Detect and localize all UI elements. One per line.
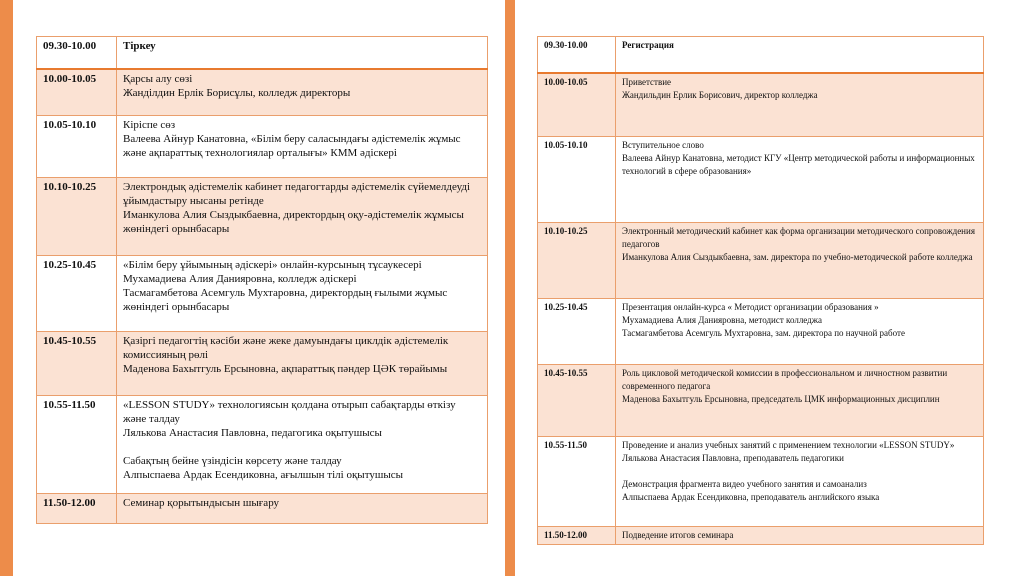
table-row <box>37 69 488 116</box>
time-cell: 09.30-10.00 <box>538 37 616 73</box>
table-row <box>37 256 488 332</box>
time-cell: 10.00-10.05 <box>37 69 117 116</box>
time-cell: 10.05-10.10 <box>37 116 117 178</box>
agenda-cell: Кіріспе сөз Валеева Айнур Канатовна, «Білім беру саласындағы әдістемелік жұмыс және ақпараттық технологиялар орталығы» КММ әдіскері <box>117 116 488 178</box>
table-row <box>37 37 488 69</box>
table-row <box>538 299 984 365</box>
table-row <box>538 437 984 527</box>
agenda-cell: Приветствие Жандильдин Ерлик Борисович, директор колледжа <box>616 73 984 137</box>
table-row <box>538 73 984 137</box>
agenda-cell: Семинар қорытындысын шығару <box>117 494 488 524</box>
agenda-cell: Проведение и анализ учебных занятий с применением технологии «LESSON STUDY» Лялькова Анастасия Павловна, преподаватель педагогики Демонстрация фрагмента видео учебного занятия и самоанализ Алпыспаева Ардак Есендиковна, преподаватель английского языка <box>616 437 984 527</box>
table-row <box>538 527 984 545</box>
table-row <box>37 396 488 494</box>
agenda-cell: «Білім беру ұйымының әдіскері» онлайн-курсының тұсаукесері Мухамадиева Алия Данияровна, колледж әдіскері Тасмагамбетова Асемгуль Мухтаровна, директордың ғылыми жұмыс жөніндегі орынбасары <box>117 256 488 332</box>
left-accent-bar <box>0 0 13 576</box>
time-cell: 10.55-11.50 <box>538 437 616 527</box>
agenda-cell: Регистрация <box>616 37 984 73</box>
agenda-cell: Қазіргі педагогтің кәсіби және жеке дамуындағы циклдік әдістемелік комиссияның рөлі Маденова Бахытгуль Ерсыновна, ақпараттық пәндер ЦӘК төрайымы <box>117 332 488 396</box>
time-cell: 10.45-10.55 <box>37 332 117 396</box>
agenda-cell: Электронный методический кабинет как форма организации методического сопровождения педагогов Иманкулова Алия Сыздыкбаевна, зам. директора по учебно-методической работе колледжа <box>616 223 984 299</box>
schedule-table-kazakh <box>36 36 488 524</box>
table-row <box>37 332 488 396</box>
agenda-cell: Тіркеу <box>117 37 488 69</box>
time-cell: 11.50-12.00 <box>538 527 616 545</box>
agenda-cell: Электрондық әдістемелік кабинет педагогтарды әдістемелік сүйемелдеуді ұйымдастыру нысаны ретінде Иманкулова Алия Сыздыкбаевна, директордың оқу-әдістемелік жұмысы жөніндегі орынбасары <box>117 178 488 256</box>
center-accent-bar <box>505 0 515 576</box>
table-row <box>538 223 984 299</box>
time-cell: 10.55-11.50 <box>37 396 117 494</box>
time-cell: 11.50-12.00 <box>37 494 117 524</box>
agenda-cell: Вступительное слово Валеева Айнур Канатовна, методист КГУ «Центр методической работы и информационных технологий в сфере образования» <box>616 137 984 223</box>
table-row <box>37 116 488 178</box>
table-row <box>538 137 984 223</box>
time-cell: 10.25-10.45 <box>37 256 117 332</box>
time-cell: 10.10-10.25 <box>538 223 616 299</box>
schedule-table-russian <box>537 36 984 545</box>
table-row <box>37 494 488 524</box>
time-cell: 09.30-10.00 <box>37 37 117 69</box>
table-row <box>538 37 984 73</box>
table-row <box>37 178 488 256</box>
agenda-cell: «LESSON STUDY» технологиясын қолдана отырып сабақтарды өткізу және талдау Лялькова Анастасия Павловна, педагогика оқытушысы Сабақтың бейне үзіндісін көрсету және талдау Алпыспаева Ардак Есендиковна, ағылшын тілі оқытушысы <box>117 396 488 494</box>
time-cell: 10.45-10.55 <box>538 365 616 437</box>
time-cell: 10.25-10.45 <box>538 299 616 365</box>
agenda-cell: Қарсы алу сөзі Жанділдин Ерлік Борисұлы, колледж директоры <box>117 69 488 116</box>
agenda-cell: Презентация онлайн-курса « Методист организации образования » Мухамадиева Алия Данияровна, методист колледжа Тасмагамбетова Асемгуль Мухтаровна, зам. директора по научной работе <box>616 299 984 365</box>
agenda-cell: Роль цикловой методической комиссии в профессиональном и личностном развитии современного педагога Маденова Бахытгуль Ерсыновна, председатель ЦМК информационных дисциплин <box>616 365 984 437</box>
time-cell: 10.10-10.25 <box>37 178 117 256</box>
time-cell: 10.05-10.10 <box>538 137 616 223</box>
table-row <box>538 365 984 437</box>
time-cell: 10.00-10.05 <box>538 73 616 137</box>
agenda-cell: Подведение итогов семинара <box>616 527 984 545</box>
